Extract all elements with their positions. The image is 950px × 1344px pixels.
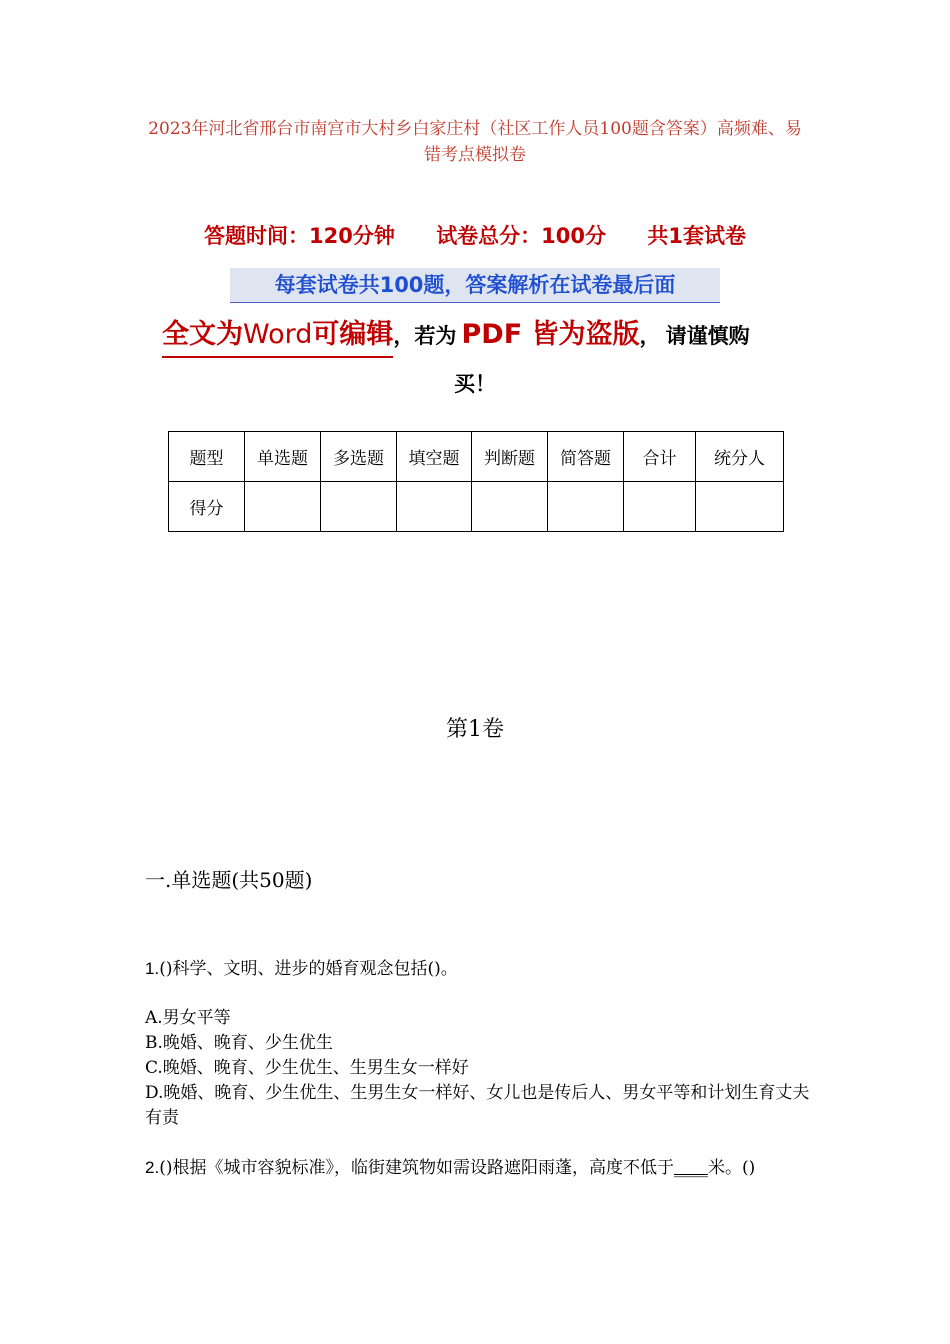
score-cell [624,482,696,532]
pdf-piracy-label: PDF 皆为盗版 [461,319,640,350]
answer-notice: 每套试卷共100题，答案解析在试卷最后面 [230,268,720,303]
question-end: 米。() [707,1158,756,1178]
score-cell [397,482,472,532]
score-table-header-row [169,432,784,482]
careful-label: 请谨慎购 [665,324,750,348]
score-row-label: 得分 [169,482,245,532]
score-table-score-row [169,482,784,532]
comma-2: ， [639,324,661,348]
editable-notice [162,312,750,351]
score-header-single: 单选题 [245,432,321,482]
word-prefix: 全文为 [162,319,243,350]
buy-label: 买！ [454,372,496,396]
exam-info [0,220,950,250]
score-header-judge: 判断题 [472,432,548,482]
exam-total-score: 试卷总分：100分 [436,224,607,248]
answer-blank: ____ [673,1158,708,1178]
question-2 [145,1155,810,1181]
question-text: ()科学、文明、进步的婚育观念包括()。 [159,959,458,979]
score-cell [321,482,397,532]
word-text: Word [243,319,313,350]
exam-set-count: 共1套试卷 [647,224,746,248]
option-b: B.晚婚、晚育、少生优生 [145,1033,333,1053]
volume-heading: 第1卷 [446,717,504,742]
if-label: 若为 [414,324,457,348]
score-cell [548,482,624,532]
question-1-options [145,1006,810,1131]
option-a: A.男女平等 [145,1008,231,1028]
section-heading: 一.单选题(共50题) [145,868,313,892]
score-cell [245,482,321,532]
option-d: D.晚婚、晚育、少生优生、生男生女一样好、女儿也是传后人、男女平等和计划生育丈夫有责 [145,1083,810,1128]
word-editable-label [162,319,393,358]
score-header-multi: 多选题 [321,432,397,482]
question-text: ()根据《城市容貌标准》，临街建筑物如需设路遮阳雨蓬，高度不低于 [159,1158,674,1178]
score-cell [472,482,548,532]
comma-1: ， [393,324,415,348]
document-title: 2023年河北省邢台市南宫市大村乡白家庄村（社区工作人员100题含答案）高频难、易错考点模拟卷 [148,119,802,165]
score-header-short: 简答题 [548,432,624,482]
exam-time: 答题时间：120分钟 [204,224,395,248]
option-c: C.晚婚、晚育、少生优生、生男生女一样好 [145,1058,469,1078]
question-number: 2. [145,1158,160,1177]
score-header-total: 合计 [624,432,696,482]
score-header-fill: 填空题 [397,432,472,482]
score-header-grader: 统分人 [696,432,784,482]
score-header-type: 题型 [169,432,245,482]
question-number: 1. [145,959,160,978]
score-cell [696,482,784,532]
score-table [168,431,784,532]
word-suffix: 可编辑 [312,319,394,350]
question-1 [145,956,810,982]
